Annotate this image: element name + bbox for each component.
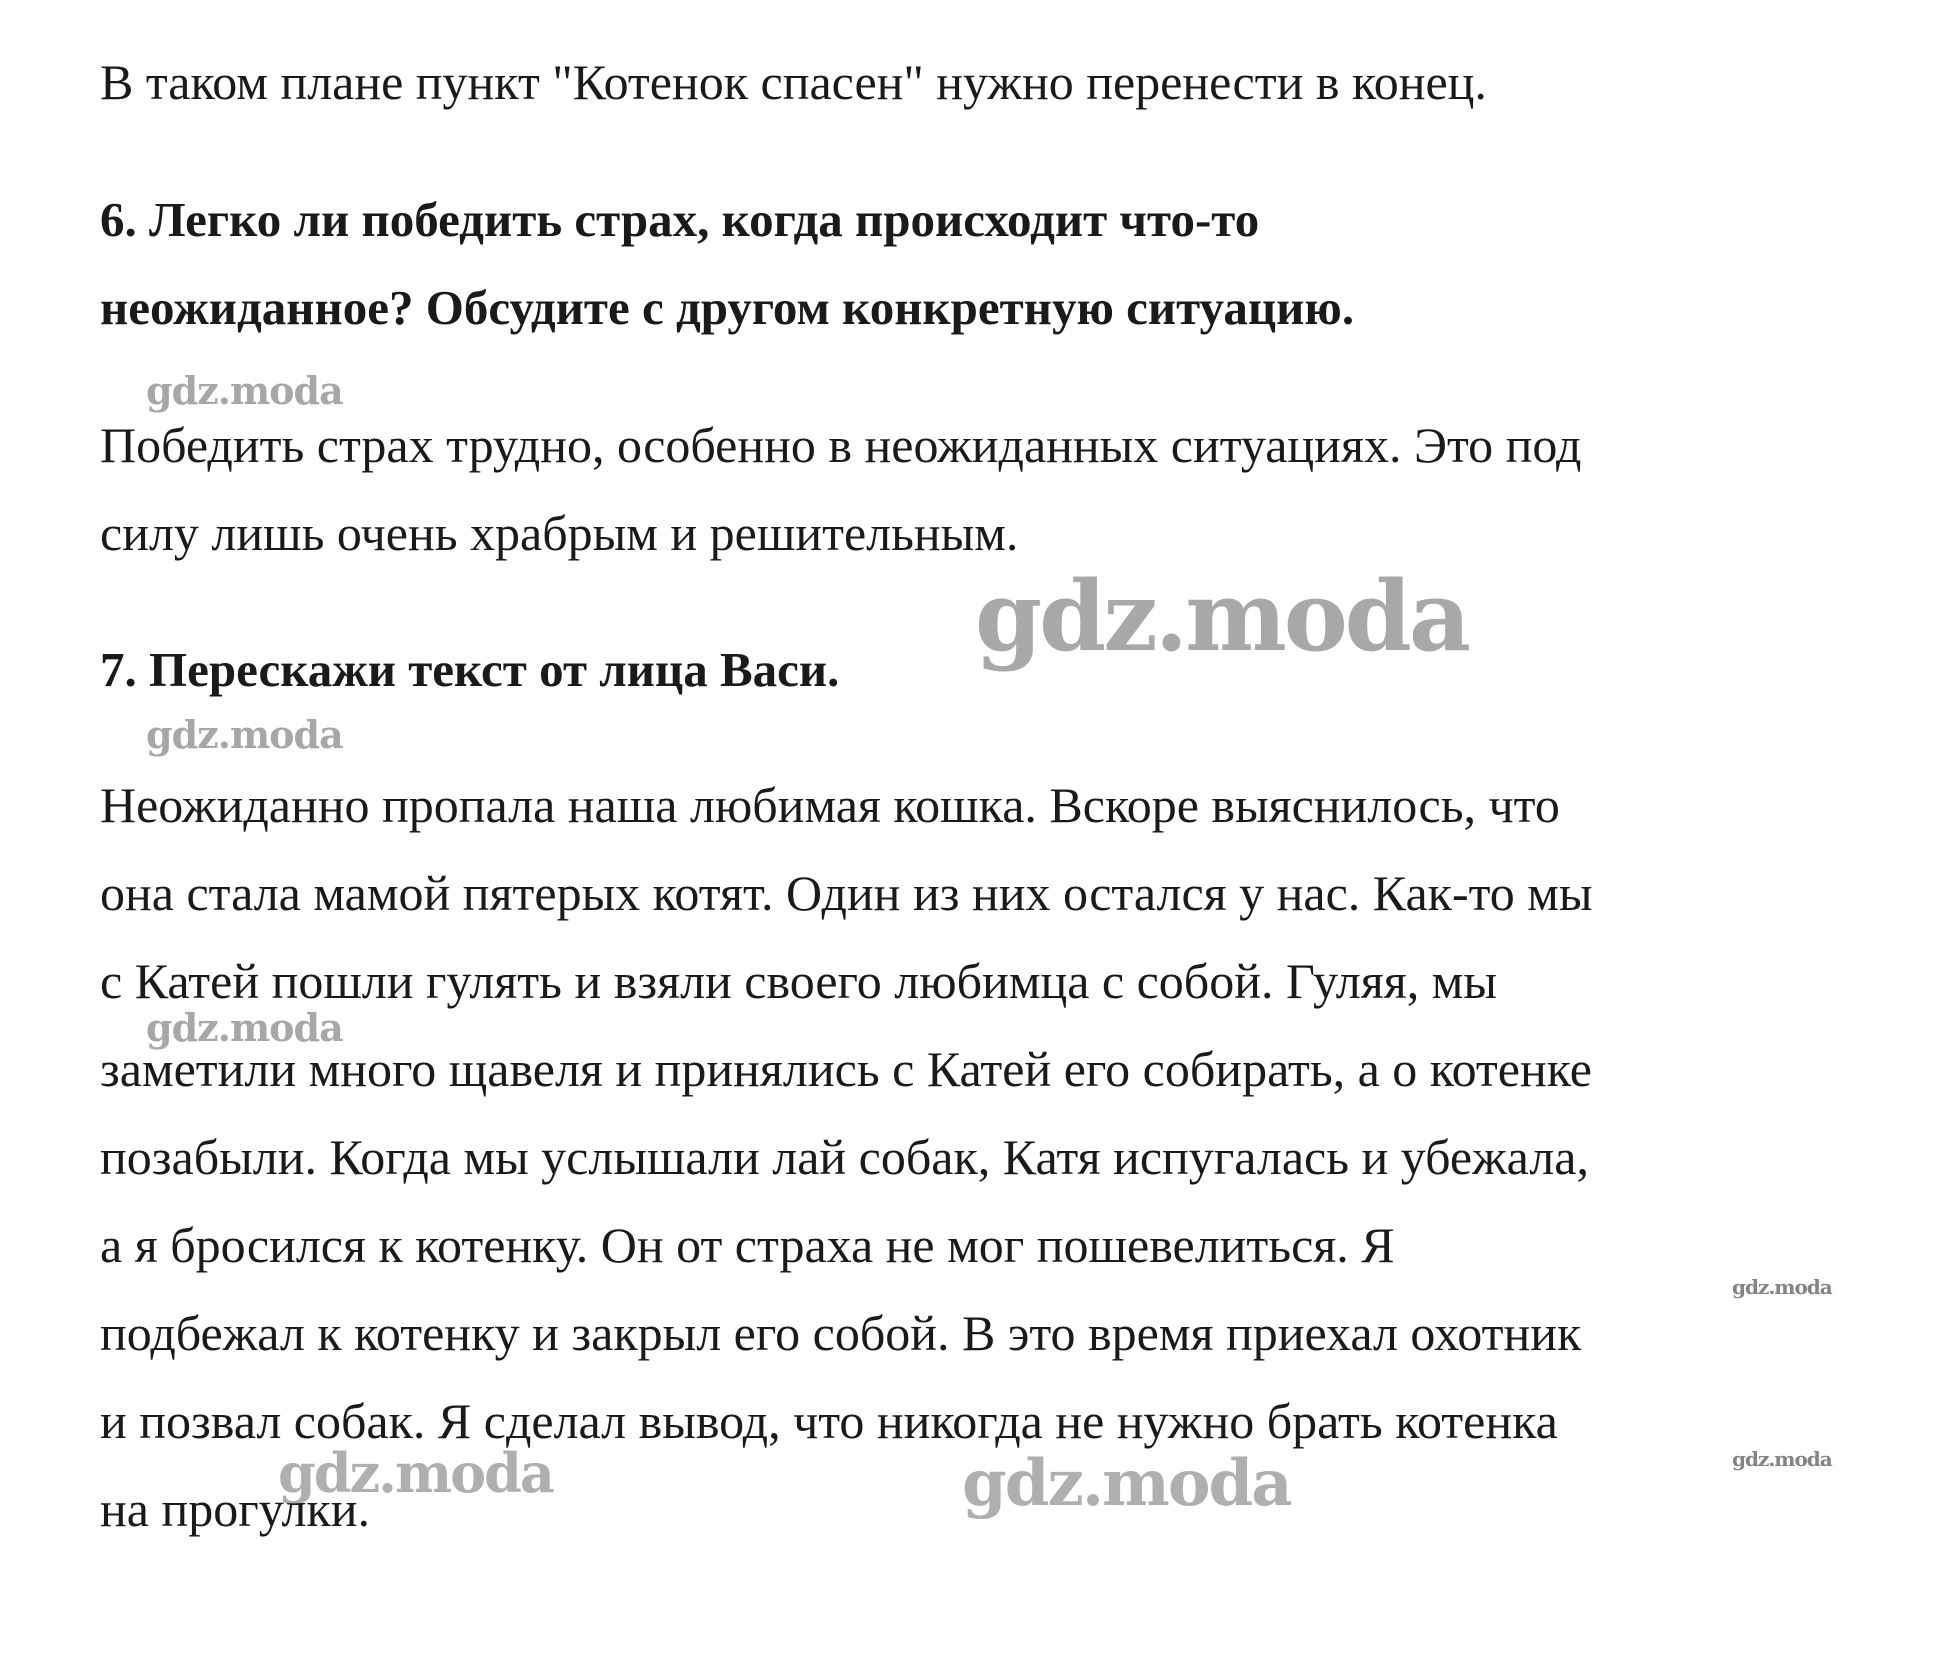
question-7-answer-line-6: а я бросился к котенку. Он от страха не мог пошевелиться. Я [100,1217,1395,1273]
question-7-answer-line-2: она стала мамой пятерых котят. Один из них остался у нас. Как-то мы [100,865,1593,921]
question-7-answer-line-7: подбежал к котенку и закрыл его собой. В это время приехал охотник [100,1305,1582,1361]
question-7-answer-line-3: с Катей пошли гулять и взяли своего любимца с собой. Гуляя, мы [100,953,1497,1009]
question-7-title: 7. Перескажи текст от лица Васи. [100,642,840,697]
question-7-answer-line-5: позабыли. Когда мы услышали лай собак, Катя испугалась и убежала, [100,1129,1589,1185]
question-7-answer-line-4: заметили много щавеля и принялись с Катей его собирать, а о котенке [100,1041,1592,1097]
watermark-mid: gdz.moda [962,1446,1291,1521]
watermark: gdz.moda [146,1005,343,1050]
watermark: gdz.moda [146,368,343,413]
watermark-tiny: gdz.moda [1732,1275,1832,1299]
watermark-mid: gdz.moda [278,1441,553,1505]
question-6-answer-line-2: силу лишь очень храбрым и решительным. [100,505,1019,561]
watermark-large: gdz.moda [975,560,1469,673]
question-6-title-line-2: неожиданное? Обсудите с другом конкретную ситуацию. [100,280,1355,335]
question-6-title-line-1: 6. Легко ли победить страх, когда происходит что-то [100,192,1260,247]
watermark-tiny: gdz.moda [1732,1447,1832,1471]
question-6-answer-line-1: Победить страх трудно, особенно в неожиданных ситуациях. Это под [100,417,1582,473]
watermark: gdz.moda [146,712,343,757]
intro-text: В таком плане пункт "Котенок спасен" нужно перенести в конец. [100,54,1487,110]
question-7-answer-line-8: и позвал собак. Я сделал вывод, что никогда не нужно брать котенка [100,1393,1558,1449]
question-7-answer-line-9: на прогулки. [100,1481,371,1537]
question-7-answer-line-1: Неожиданно пропала наша любимая кошка. Вскоре выяснилось, что [100,777,1560,833]
